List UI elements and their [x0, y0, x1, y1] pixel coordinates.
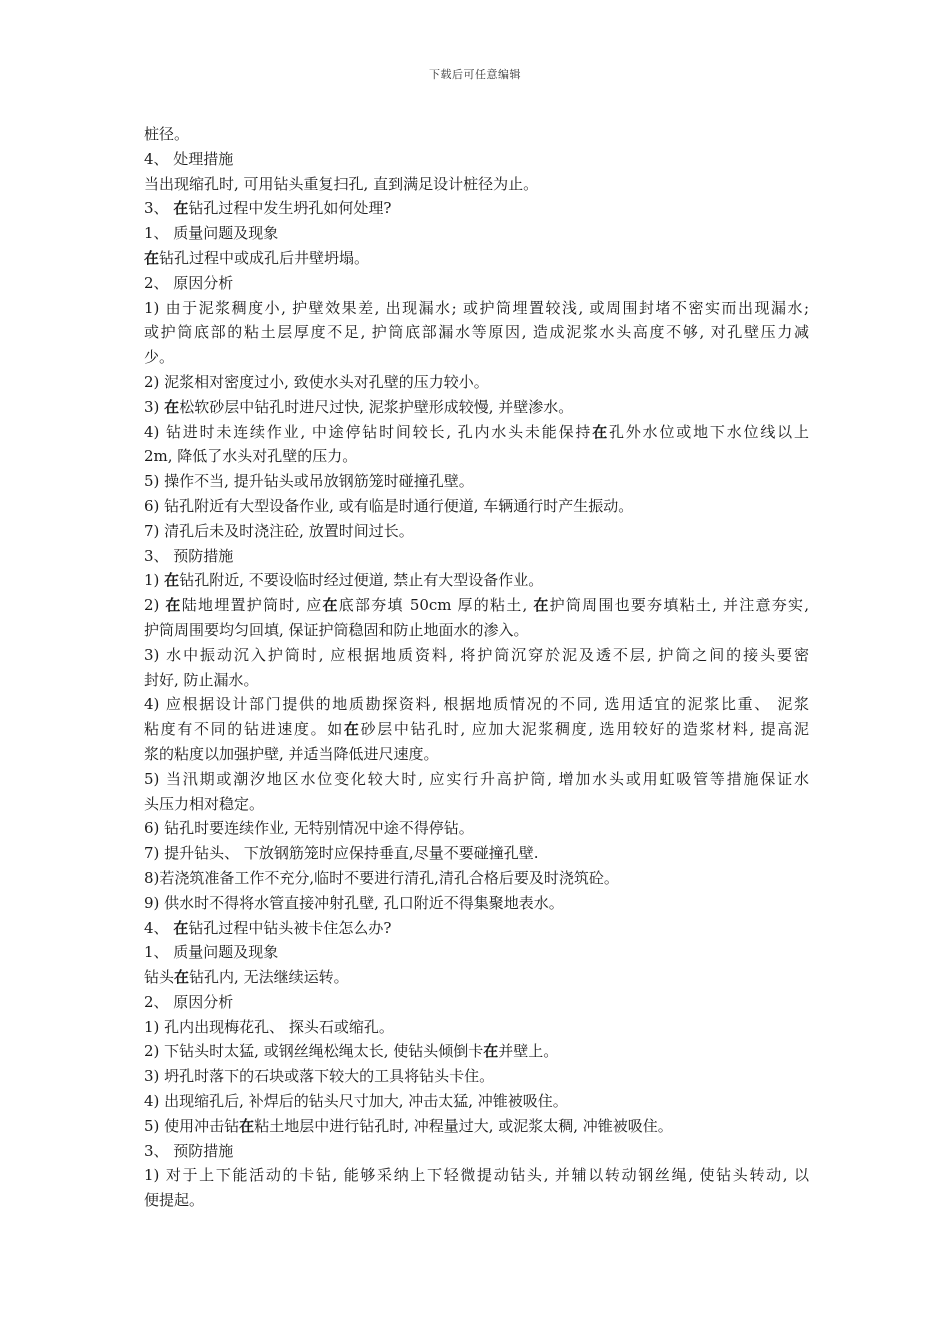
text-segment: 便提起。: [144, 1191, 205, 1210]
text-line: [144, 246, 809, 271]
text-line: [144, 668, 809, 693]
text-segment: 钻头: [144, 968, 175, 987]
text-line: [144, 717, 809, 742]
text-segment: 1) 由于泥浆稠度小, 护壁效果差, 出现漏水; 或护筒埋置较浅, 或周围封堵不密实而出现漏水;: [144, 298, 809, 317]
emphasis-text: 在: [533, 596, 550, 615]
text-segment: 7) 清孔后未及时浇注砼, 放置时间过长。: [144, 521, 414, 540]
text-segment: 4) 钻进时未连续作业, 中途停钻时间较长, 孔内水头未能保持: [144, 422, 593, 441]
text-line: [144, 221, 809, 246]
text-segment: 3、 预防措施: [144, 546, 234, 565]
emphasis-text: 在: [483, 1042, 499, 1061]
text-line: [144, 568, 809, 593]
text-segment: 陆地埋置护筒时, 应: [181, 596, 323, 615]
text-line: [144, 519, 809, 544]
text-segment: 浆的粘度以加强护壁, 并适当降低进尺速度。: [144, 744, 439, 763]
text-segment: 钻孔过程中钻头被卡住怎么办?: [188, 918, 392, 937]
emphasis-text: 在: [343, 720, 361, 739]
text-segment: 砂层中钻孔时, 应加大泥浆稠度, 选用较好的造浆材料, 提高泥: [360, 720, 809, 739]
text-segment: 2): [144, 596, 166, 615]
text-segment: 并壁上。: [498, 1042, 559, 1061]
text-segment: 粘土地层中进行钻孔时, 冲程量过大, 或泥浆太稠, 冲锥被吸住。: [254, 1116, 673, 1135]
text-line: [144, 544, 809, 569]
text-line: [144, 866, 809, 891]
emphasis-text: 在: [322, 596, 339, 615]
text-line: [144, 1114, 809, 1139]
text-segment: 封好, 防止漏水。: [144, 670, 259, 689]
text-line: [144, 742, 809, 767]
text-line: [144, 841, 809, 866]
text-line: [144, 147, 809, 172]
text-line: [144, 816, 809, 841]
text-segment: 2) 下钻头时太猛, 或钢丝绳松绳太长, 使钻头倾倒卡: [144, 1042, 484, 1061]
text-line: [144, 965, 809, 990]
text-line: [144, 643, 809, 668]
text-segment: 松软砂层中钻孔时进尺过快, 泥浆护壁形成较慢, 并壁渗水。: [179, 397, 574, 416]
text-segment: 当出现缩孔时, 可用钻头重复扫孔, 直到满足设计桩径为止。: [144, 174, 539, 193]
text-segment: 钻孔内, 无法继续运转。: [189, 968, 349, 987]
text-line: [144, 1188, 809, 1213]
text-line: [144, 593, 809, 618]
text-segment: 9) 供水时不得将水管直接冲射孔壁, 孔口附近不得集聚地表水。: [144, 893, 564, 912]
text-segment: 2、 原因分析: [144, 992, 234, 1011]
text-line: [144, 767, 809, 792]
emphasis-text: 在: [144, 248, 160, 267]
text-segment: 2) 泥浆相对密度过小, 致使水头对孔壁的压力较小。: [144, 372, 489, 391]
text-segment: 少。: [144, 348, 175, 367]
text-segment: 1): [144, 571, 165, 590]
document-body: [144, 122, 809, 1213]
text-segment: 5) 当汛期或潮汐地区水位变化较大时, 应实行升高护筒, 增加水头或用虹吸管等措施保证水: [144, 769, 809, 788]
text-segment: 3、 预防措施: [144, 1141, 234, 1160]
text-line: [144, 692, 809, 717]
text-segment: 3): [144, 397, 165, 416]
text-line: [144, 271, 809, 296]
text-segment: 3) 水中振动沉入护筒时, 应根据地质资料, 将护筒沉穿於泥及透不层, 护筒之间的接头要密: [144, 645, 809, 664]
text-segment: 2m, 降低了水头对孔壁的压力。: [144, 447, 358, 466]
text-line: [144, 940, 809, 965]
text-segment: 3、: [144, 199, 174, 218]
text-line: [144, 420, 809, 445]
emphasis-text: 在: [239, 1116, 255, 1135]
text-line: [144, 122, 809, 147]
text-segment: 底部夯填 50cm 厚的粘土,: [338, 596, 534, 615]
text-segment: 4) 出现缩孔后, 补焊后的钻头尺寸加大, 冲击太猛, 冲锥被吸住。: [144, 1092, 568, 1111]
emphasis-text: 在: [164, 571, 180, 590]
text-segment: 1、 质量问题及现象: [144, 943, 279, 962]
text-segment: 6) 钻孔时要连续作业, 无特别情况中途不得停钻。: [144, 819, 474, 838]
emphasis-text: 在: [174, 968, 190, 987]
text-line: [144, 618, 809, 643]
text-line: [144, 196, 809, 221]
text-line: [144, 172, 809, 197]
text-line: [144, 345, 809, 370]
text-line: [144, 320, 809, 345]
text-segment: 5) 使用冲击钻: [144, 1116, 240, 1135]
text-segment: 头压力相对稳定。: [144, 794, 265, 813]
text-segment: 桩径。: [144, 125, 190, 143]
text-line: [144, 395, 809, 420]
text-segment: 粘度有不同的钻进速度。如: [144, 720, 344, 739]
page-header: 下载后可任意编辑: [429, 68, 521, 81]
emphasis-text: 在: [592, 422, 610, 441]
text-segment: 1) 孔内出现梅花孔、 探头石或缩孔。: [144, 1017, 394, 1036]
emphasis-text: 在: [164, 397, 180, 416]
text-line: [144, 1163, 809, 1188]
emphasis-text: 在: [173, 199, 189, 218]
text-segment: 钻孔过程中或成孔后井壁坍塌。: [159, 248, 370, 267]
text-line: [144, 990, 809, 1015]
text-line: [144, 444, 809, 469]
text-segment: 钻孔过程中发生坍孔如何处理?: [188, 199, 392, 218]
text-line: [144, 1139, 809, 1164]
text-line: [144, 1015, 809, 1040]
text-line: [144, 916, 809, 941]
text-line: [144, 370, 809, 395]
text-segment: 护筒周围也要夯填粘土, 并注意夯实,: [549, 596, 809, 615]
text-line: [144, 494, 809, 519]
text-line: [144, 296, 809, 321]
text-segment: 3) 坍孔时落下的石块或落下较大的工具将钻头卡住。: [144, 1067, 495, 1086]
text-segment: 1) 对于上下能活动的卡钻, 能够采纳上下轻微提动钻头, 并辅以转动钢丝绳, 使钻头转动, 以: [144, 1166, 809, 1185]
text-line: [144, 792, 809, 817]
text-segment: 4、 处理措施: [144, 149, 234, 168]
text-line: [144, 1064, 809, 1089]
text-segment: 8)若浇筑准备工作不充分,临时不要进行清孔,清孔合格后要及时浇筑砼。: [144, 868, 619, 887]
text-line: [144, 1089, 809, 1114]
text-line: [144, 1039, 809, 1064]
text-segment: 7) 提升钻头、 下放钢筋笼时应保持垂直,尽量不要碰撞孔壁.: [144, 844, 539, 863]
text-segment: 4、: [144, 918, 174, 937]
text-line: [144, 891, 809, 916]
text-segment: 5) 操作不当, 提升钻头或吊放钢筋笼时碰撞孔壁。: [144, 472, 474, 491]
text-segment: 2、 原因分析: [144, 273, 234, 292]
text-segment: 或护筒底部的粘土层厚度不足, 护筒底部漏水等原因, 造成泥浆水头高度不够, 对孔壁压力减: [144, 323, 809, 342]
emphasis-text: 在: [173, 918, 189, 937]
text-line: [144, 469, 809, 494]
emphasis-text: 在: [165, 596, 182, 615]
text-segment: 护筒周围要均匀回填, 保证护筒稳固和防止地面水的渗入。: [144, 620, 529, 639]
text-segment: 1、 质量问题及现象: [144, 224, 279, 243]
text-segment: 钻孔附近, 不要设临时经过便道, 禁止有大型设备作业。: [179, 571, 544, 590]
text-segment: 6) 钻孔附近有大型设备作业, 或有临是时通行便道, 车辆通行时产生振动。: [144, 496, 634, 515]
text-segment: 4) 应根据设计部门提供的地质勘探资料, 根据地质情况的不同, 选用适宜的泥浆比重、 泥浆: [144, 695, 809, 714]
text-segment: 孔外水位或地下水位线以上: [609, 422, 809, 441]
